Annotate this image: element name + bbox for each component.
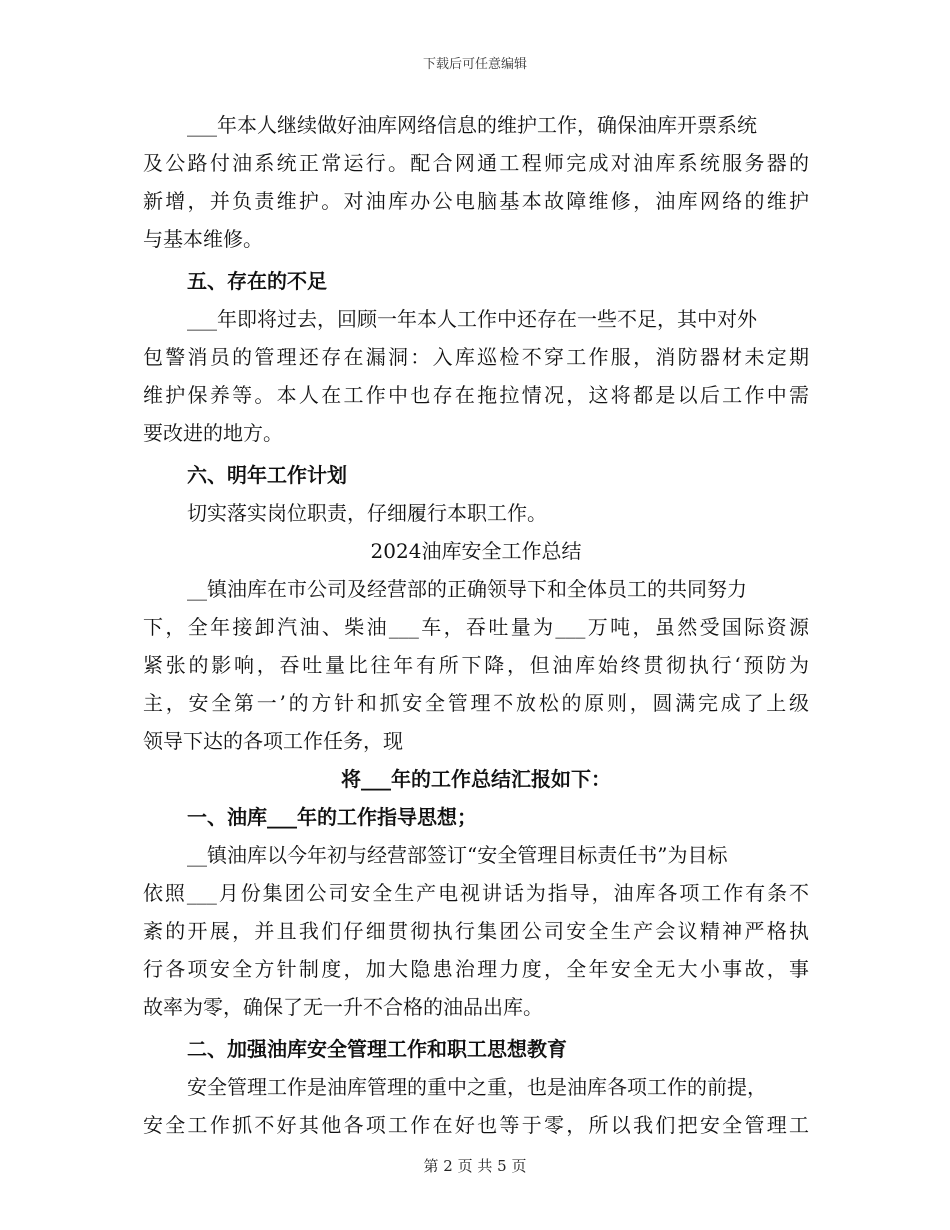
paragraph-line: 故率为零，确保了无一升不合格的油品出库。 (143, 995, 543, 1019)
paragraph-line: 切实落实岗位职责，仔细履行本职工作。 (187, 501, 547, 525)
document-title: 2024油库安全工作总结 (370, 539, 582, 563)
section-heading: 五、存在的不足 (187, 269, 327, 293)
paragraph-line: 行各项安全方针制度，加大隐患治理力度，全年安全无大小事故，事 (143, 957, 809, 981)
section-heading: 二、加强油库安全管理工作和职工思想教育 (187, 1037, 567, 1061)
paragraph-line: 与基本维修。 (143, 227, 263, 251)
paragraph-line: ___年本人继续做好油库网络信息的维护工作，确保油库开票系统 (187, 113, 757, 137)
paragraph-line: __镇油库以今年初与经营部签订“安全管理目标责任书”为目标 (187, 843, 728, 867)
paragraph-line: 领导下达的各项工作任务，现 (143, 729, 403, 753)
paragraph-line: 维护保养等。本人在工作中也存在拖拉情况，这将都是以后工作中需 (143, 383, 809, 407)
paragraph-line: __镇油库在市公司及经营部的正确领导下和全体员工的共同努力 (187, 577, 747, 601)
paragraph-line: 紧张的影响，吞吐量比往年有所下降，但油库始终贯彻执行‘预防为 (143, 653, 809, 677)
page-footer: 第 2 页 共 5 页 (423, 1157, 527, 1175)
section-heading: 六、明年工作计划 (187, 463, 347, 487)
paragraph-line: 依照___月份集团公司安全生产电视讲话为指导，油库各项工作有条不 (143, 881, 809, 905)
section-heading: 一、油库___年的工作指导思想； (187, 805, 477, 829)
paragraph-line: 要改进的地方。 (143, 421, 283, 445)
paragraph-line: 主，安全第一’的方针和抓安全管理不放松的原则，圆满完成了上级 (143, 691, 809, 715)
section-heading: 将___年的工作总结汇报如下： (341, 767, 611, 791)
paragraph-line: 下，全年接卸汽油、柴油___车，吞吐量为___万吨，虽然受国际资源 (143, 615, 809, 639)
paragraph-line: 安全管理工作是油库管理的重中之重，也是油库各项工作的前提， (187, 1075, 767, 1099)
paragraph-line: ___年即将过去，回顾一年本人工作中还存在一些不足，其中对外 (187, 307, 757, 331)
paragraph-line: 及公路付油系统正常运行。配合网通工程师完成对油库系统服务器的 (143, 151, 809, 175)
paragraph-line: 安全工作抓不好其他各项工作在好也等于零，所以我们把安全管理工 (143, 1113, 809, 1137)
paragraph-line: 包警消员的管理还存在漏洞：入库巡检不穿工作服，消防器材未定期 (143, 345, 809, 369)
paragraph-line: 紊的开展，并且我们仔细贯彻执行集团公司安全生产会议精神严格执 (143, 919, 809, 943)
page-header: 下载后可任意编辑 (422, 57, 527, 72)
document-body (143, 106, 809, 1144)
paragraph-line: 新增，并负责维护。对油库办公电脑基本故障维修，油库网络的维护 (143, 189, 809, 213)
